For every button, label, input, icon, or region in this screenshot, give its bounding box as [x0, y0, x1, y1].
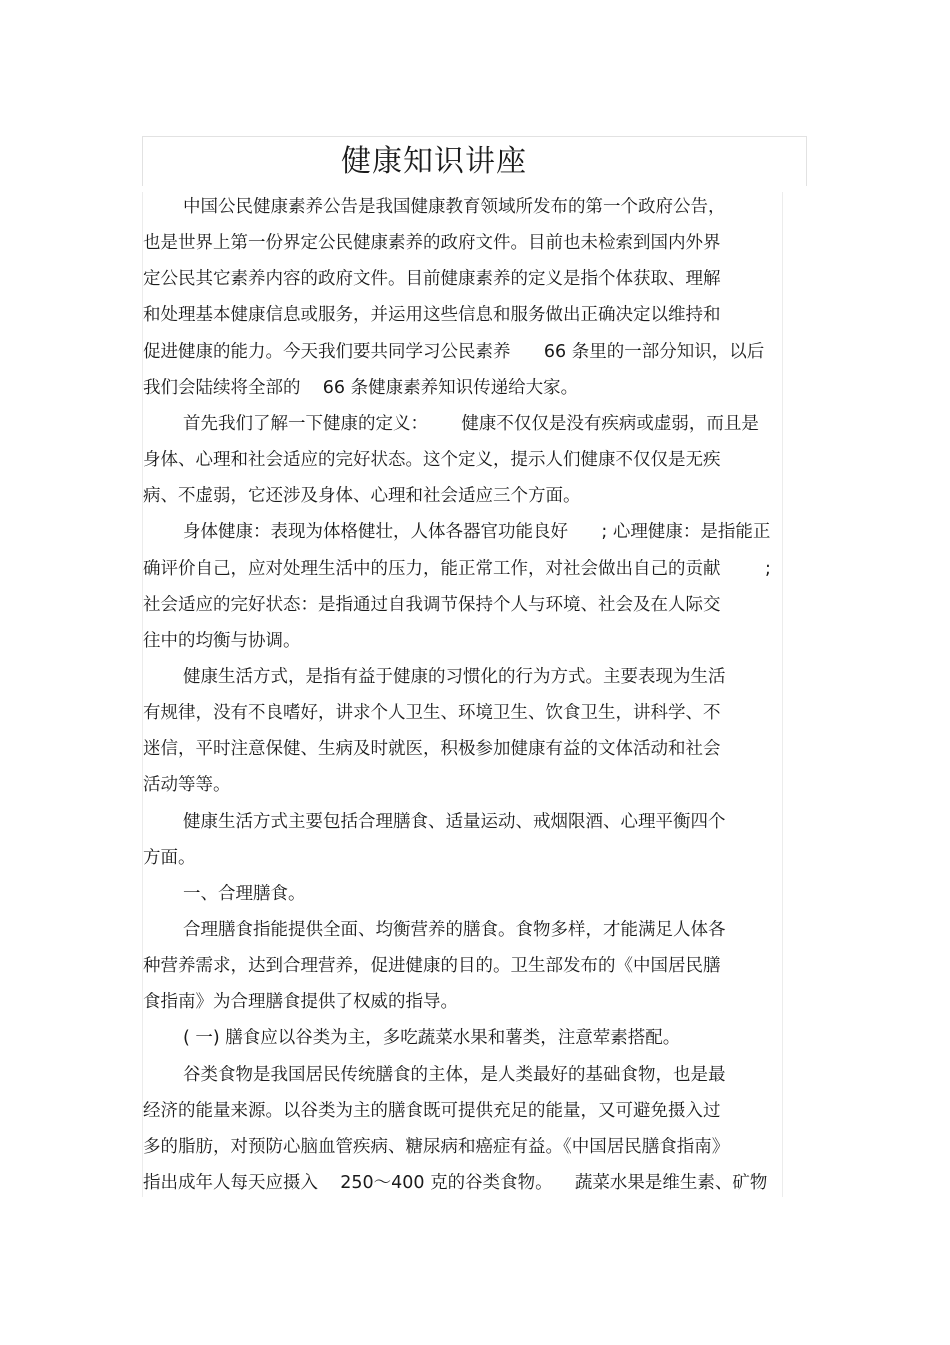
- text-line: 种营养需求，达到合理营养，促进健康的目的。卫生部发布的《中国居民膳: [143, 956, 721, 977]
- text-line: 中国公民健康素养公告是我国健康教育领域所发布的第一个政府公告，: [183, 197, 726, 217]
- text-line: 也是世界上第一份界定公民健康素养的政府文件。目前也未检索到国内外界: [143, 233, 721, 254]
- text-line: 多的脂肪，对预防心脑血管疾病、糖尿病和癌症有益。《中国居民膳食指南》: [143, 1136, 730, 1157]
- text-line: 指出成年人每天应摄入 250～400 克的谷类食物。 蔬菜水果是维生素、矿物: [143, 1173, 768, 1194]
- text-line: 首先我们了解一下健康的定义： 健康不仅仅是没有疾病或虚弱，而且是: [183, 413, 759, 434]
- text-line: 身体、心理和社会适应的完好状态。这个定义，提示人们健康不仅仅是无疾: [143, 450, 721, 471]
- text-line: 健康生活方式主要包括合理膳食、适量运动、戒烟限酒、心理平衡四个: [183, 811, 726, 832]
- text-line: 我们会陆续将全部的 66 条健康素养知识传递给大家。: [143, 377, 579, 398]
- text-line: 谷类食物是我国居民传统膳食的主体，是人类最好的基础食物，也是最: [183, 1064, 726, 1085]
- document-body: [142, 192, 783, 1197]
- page-title: 健康知识讲座: [341, 144, 527, 179]
- text-line: 活动等等。: [143, 775, 231, 796]
- text-line: 确评价自己，应对处理生活中的压力，能正常工作，对社会做出自己的贡献 ;: [143, 558, 771, 579]
- text-line: 定公民其它素养内容的政府文件。目前健康素养的定义是指个体获取、理解: [143, 269, 721, 290]
- text-line: ( 一) 膳食应以谷类为主，多吃蔬菜水果和薯类，注意荤素搭配。: [183, 1028, 681, 1049]
- title-box: [142, 136, 807, 186]
- text-line: 健康生活方式，是指有益于健康的习惯化的行为方式。主要表现为生活: [183, 666, 726, 687]
- text-line: 一、合理膳食。: [183, 883, 306, 904]
- text-line: 方面。: [143, 847, 196, 868]
- text-line: 和处理基本健康信息或服务，并运用这些信息和服务做出正确决定以维持和: [143, 305, 721, 326]
- text-line: 社会适应的完好状态：是指通过自我调节保持个人与环境、社会及在人际交: [143, 594, 721, 615]
- text-line: 促进健康的能力。今天我们要共同学习公民素养 66 条里的一部分知识，以后: [143, 341, 765, 362]
- text-line: 经济的能量来源。以谷类为主的膳食既可提供充足的能量，又可避免摄入过: [143, 1100, 721, 1121]
- text-line: 合理膳食指能提供全面、均衡营养的膳食。食物多样，才能满足人体各: [183, 920, 726, 940]
- text-line: 病、不虚弱，它还涉及身体、心理和社会适应三个方面。: [143, 486, 581, 507]
- text-line: 身体健康：表现为体格健壮，人体各器官功能良好 ; 心理健康：是指能正: [183, 522, 771, 543]
- text-line: 有规律，没有不良嗜好，讲求个人卫生、环境卫生、饮食卫生，讲科学、不: [143, 703, 721, 724]
- text-line: 往中的均衡与协调。: [143, 630, 301, 651]
- text-line: 迷信，平时注意保健、生病及时就医，积极参加健康有益的文体活动和社会: [143, 739, 721, 760]
- text-line: 食指南》为合理膳食提供了权威的指导。: [143, 992, 458, 1013]
